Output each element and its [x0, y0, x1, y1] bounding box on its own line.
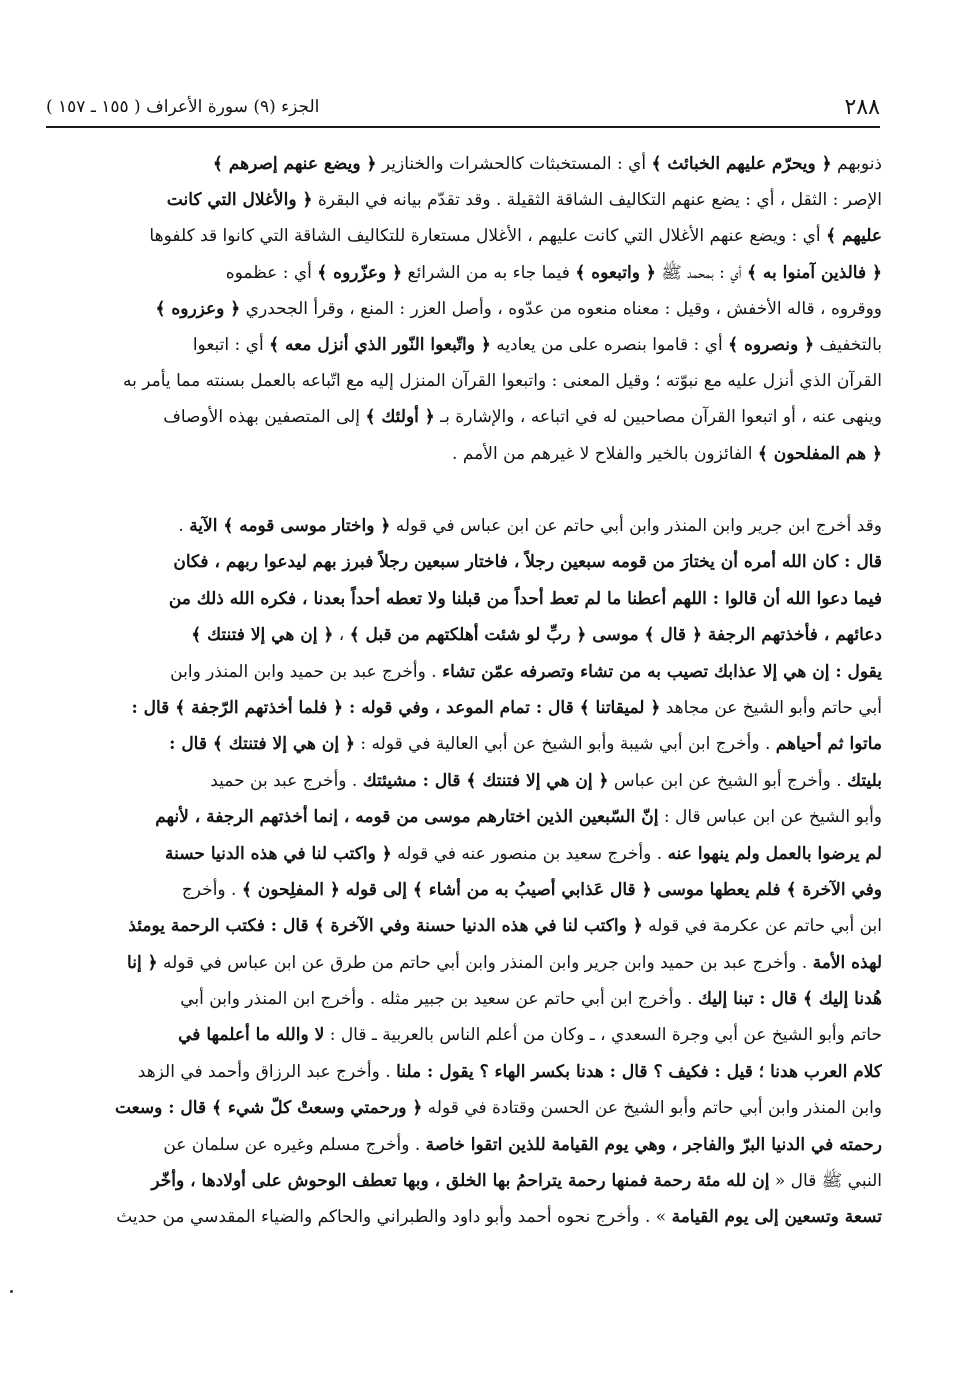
- quoted-text: ﴿ وعزروه ﴾: [155, 298, 241, 319]
- text-line: [44, 218, 882, 254]
- text-line: [44, 1017, 882, 1053]
- quoted-text: ﴿ إن هي إلا فتنتك ﴾ قال :: [169, 734, 356, 755]
- commentary-text: ،: [333, 625, 350, 646]
- text-line: [44, 763, 882, 799]
- commentary-text: . وأخرج عبد بن حميد: [210, 770, 363, 791]
- quoted-text: إنّ السّبعين الذين اختارهم موسى من قومه ، إنما أخذتهم الرجفة ، لأنهم: [155, 807, 659, 828]
- text-line: [44, 182, 882, 218]
- quoted-text: ﴿ واكتب لنا في هذه الدنيا حسنة: [165, 843, 392, 864]
- text-line: [44, 617, 882, 653]
- commentary-text: .: [178, 516, 190, 536]
- quoted-text: يقول : إن هي إلا عذابك تصيب به من تشاء وتصرفه عمّن تشاء: [442, 661, 882, 682]
- commentary-text: أي : قاموا بنصره على من يعاديه: [490, 334, 729, 355]
- text-line: [44, 908, 882, 944]
- text-line: [44, 255, 882, 291]
- commentary-text: النبي ﷺ قال «: [769, 1171, 882, 1192]
- quoted-text: لا والله ما أعلمها في: [178, 1025, 325, 1046]
- quoted-text: بليتك: [847, 770, 882, 791]
- commentary-text: ووقروه ، قاله الأخفش ، وقيل : معناه منعوه من عدّوه ، وأصل العزر : المنع ، وقرأ الجحدري: [240, 298, 882, 319]
- quoted-text: ﴿ والأغلال التي كانت: [166, 190, 313, 211]
- text-line: [44, 799, 882, 835]
- text-line: [44, 1054, 882, 1090]
- quoted-text: قال : كان الله أمره أن يختارَ من قومه سبعين رجلاً ، فاختار سبعين رجلاً فبرز بهم ليدعوا ربهم ، فكان: [173, 552, 882, 573]
- quoted-text: ﴿ ونصروه ﴾: [728, 334, 815, 355]
- quoted-text: ﴿ واكتب لنا في هذه الدنيا حسنة وفي الآخرة ﴾ قال : فكتب الرحمة يومئذ: [128, 916, 643, 937]
- quoted-text: ﴿ لميقاتنا ﴾ قال : تمام الموعد ، وفي قوله : ﴿ فلما أخذتهم الرّجفة ﴾ قال :: [131, 697, 661, 718]
- commentary-text: أي : بمحمد ﷺ: [655, 262, 747, 283]
- quoted-text: ﴿ وعزّروه ﴾: [317, 262, 403, 283]
- text-line: [44, 327, 882, 363]
- quoted-text: رحمته في الدنيا البرّ والفاجر ، وهي يوم القيامة للذين اتقوا خاصة: [425, 1134, 882, 1155]
- text-line: [44, 872, 882, 908]
- text-line: [44, 726, 882, 762]
- quoted-text: لهذه الأمة: [812, 952, 882, 973]
- commentary-text: وابن المنذر وابن أبي حاتم وأبو الشيخ عن الحسن وقتادة في قوله: [422, 1098, 882, 1119]
- text-line: [44, 1163, 882, 1199]
- commentary-text: . وأخرج سعيد بن منصور عنه في قوله: [391, 843, 668, 864]
- quoted-text: فيما دعوا الله أن قالوا : اللهم أعطنا ما لم تعط أحداً من قبلنا ولا تعطه أحداً بعدنا ، فكره الله ذلك من: [168, 588, 882, 609]
- commentary-text: بالتخفيف: [814, 334, 882, 355]
- commentary-text: أي : عظموه: [225, 262, 318, 283]
- text-line: [44, 581, 882, 617]
- running-header: [46, 90, 880, 124]
- text-line: [44, 981, 882, 1017]
- quoted-text: هُدنا إليك ﴾ قال : تبنا إليك: [697, 989, 882, 1010]
- commentary-text: . وأخرج: [181, 879, 242, 900]
- text-line: [44, 1127, 882, 1163]
- commentary-text: . وأخرج ابن أبي شيبة وأبو الشيخ عن أبي العالية في قوله :: [355, 734, 776, 755]
- paragraph-1: [44, 146, 882, 472]
- quoted-text: ﴿ إنا: [127, 952, 158, 973]
- text-line: [44, 146, 882, 182]
- quoted-text: ﴿ هم المفلحون ﴾: [757, 443, 882, 464]
- quoted-text: ﴿ ويضع عنهم إصرهم ﴾: [212, 154, 377, 174]
- commentary-text: أي : المستخبثات كالحشرات والخنازير: [376, 154, 652, 174]
- quoted-text: لم يرضوا بالعمل ولم ينهوا عنه: [667, 843, 882, 864]
- commentary-text: أي : اتبعوا: [192, 334, 270, 355]
- quoted-text: ﴿ فالذين آمنوا به ﴾: [747, 262, 882, 283]
- commentary-text: . وأخرج عبد بن حميد وابن جرير وابن المنذر وابن أبي حاتم من طرق عن ابن عباس في قوله: [157, 952, 813, 973]
- quoted-text: دعائهم ، فأخذتهم الرجفة ﴿ قال ﴾ موسى ﴿ ربِّ لو شئت أهلكتهم من قبل ﴾: [349, 625, 882, 646]
- commentary-text: . وأخرج أبو الشيخ عن ابن عباس: [608, 770, 848, 791]
- text-line: [44, 690, 882, 726]
- quoted-text: عليهم ﴾: [826, 226, 882, 247]
- quoted-text: ﴿ واتّبعوا النّور الذي أنزل معه ﴾: [269, 334, 491, 355]
- commentary-text: . وأخرج عبد الرزاق وأحمد في الزهد: [137, 1061, 397, 1082]
- text-line: [44, 945, 882, 981]
- quoted-text: وفي الآخرة ﴾ فلم يعطها موسى ﴿ قال عَذابي أصيبُ به من أشاء ﴾ إلى قوله ﴿ المفلِحون ﴾: [241, 879, 882, 900]
- commentary-text: وينهى عنه ، أو اتبعوا القرآن مصاحبين له في اتباعه ، والإشارة بـ: [434, 407, 882, 428]
- quoted-text: ﴿ إن هي إلا فتنتك ﴾: [191, 625, 334, 646]
- text-line: [44, 836, 882, 872]
- text-line: [44, 1199, 882, 1235]
- quoted-text: ﴿ واتبعوه ﴾: [575, 262, 656, 283]
- text-line: [44, 399, 882, 435]
- quoted-text: ﴿ إن هي إلا فتنتك ﴾ قال : مشيئتك: [362, 770, 609, 791]
- quoted-text: كلام العرب هدنا ؛ قيل : فكيف ؟ قال : هدنا بكسر الهاء ؟ يقول : ملنا: [396, 1061, 882, 1082]
- commentary-text: ذنوبهم: [831, 154, 882, 174]
- commentary-text: . وأخرج مسلم وغيره عن سلمان عن: [163, 1134, 426, 1155]
- margin-speck: [10, 1290, 13, 1293]
- commentary-text: الفائزون بالخير والفلاح لا غيرهم من الأمم .: [452, 443, 758, 464]
- quoted-text: ﴿ أولئك ﴾: [365, 407, 435, 428]
- paragraph-2: [44, 508, 882, 1236]
- commentary-text: حاتم وأبو الشيخ عن أبي وجرة السعدي ، ـ وكان من أعلم الناس بالعربية ـ قال :: [324, 1025, 882, 1046]
- commentary-text: إلى المتصفين بهذه الأوصاف: [163, 407, 366, 428]
- commentary-text: . وأخرج عبد بن حميد وابن المنذر وابن: [170, 661, 443, 682]
- quoted-text: تسعة وتسعين إلى يوم القيامة: [671, 1207, 882, 1228]
- quoted-text: ﴿ واختار موسى قومه ﴾ الآية: [189, 516, 391, 536]
- commentary-text: وقد أخرج ابن جرير وابن المنذر وابن أبي حاتم عن ابن عباس في قوله: [390, 516, 882, 536]
- quoted-text: ﴿ ورحمتي وسعتْ كلّ شيء ﴾ قال : وسعت: [114, 1098, 423, 1119]
- chapter-title: الجزء (٩) سورة الأعراف ( ١٥٥ ـ ١٥٧ ): [46, 97, 320, 117]
- quoted-text: إن لله مئة رحمة فمنها رحمة يتراحمُ بها الخلق ، وبها تعطف الوحوش على أولادها ، وأخّر: [151, 1171, 770, 1192]
- text-line: [44, 654, 882, 690]
- quoted-text: ﴿ ويحرّم عليهم الخبائث ﴾: [651, 154, 832, 174]
- commentary-text: ابن أبي حاتم عن عكرمة في قوله: [642, 916, 882, 937]
- commentary-text: أي : ويضع عنهم الأغلال التي كانت عليهم ، الأغلال مستعارة للتكاليف الشاقة التي كانوا قد كلفوها: [149, 226, 827, 247]
- commentary-text: » . وأخرج نحوه أحمد وأبو داود والطبراني والحاكم والضياء المقدسي من حديث: [116, 1207, 672, 1228]
- commentary-text: فيما جاء به من الشرائع: [402, 262, 576, 283]
- text-line: [44, 544, 882, 580]
- text-line: [44, 436, 882, 472]
- commentary-text: الإصر : الثقل ، أي : يضع عنهم التكاليف الشاقة الثقيلة . وقد تقدّم بيانه في البقرة: [312, 190, 882, 211]
- text-line: [44, 1090, 882, 1126]
- page-number: ٢٨٨: [844, 94, 880, 120]
- commentary-text: . وأخرج ابن أبي حاتم عن سعيد بن جبير مثله . وأخرج ابن المنذر وابن أبي: [180, 989, 698, 1010]
- commentary-text: أبي حاتم وأبو الشيخ عن مجاهد: [660, 697, 882, 718]
- commentary-text: القرآن الذي أنزل عليه مع نبوّته ؛ وقيل المعنى : واتبعوا القرآن المنزل إليه مع اتّباعه بالعمل بسنته مما يأمر به: [123, 371, 882, 392]
- quoted-text: ماتوا ثم أحياهم: [775, 734, 882, 755]
- text-line: [44, 363, 882, 399]
- commentary-text: وأبو الشيخ عن ابن عباس قال :: [658, 807, 882, 828]
- text-line: [44, 508, 882, 544]
- text-line: [44, 291, 882, 327]
- header-divider: [46, 126, 880, 128]
